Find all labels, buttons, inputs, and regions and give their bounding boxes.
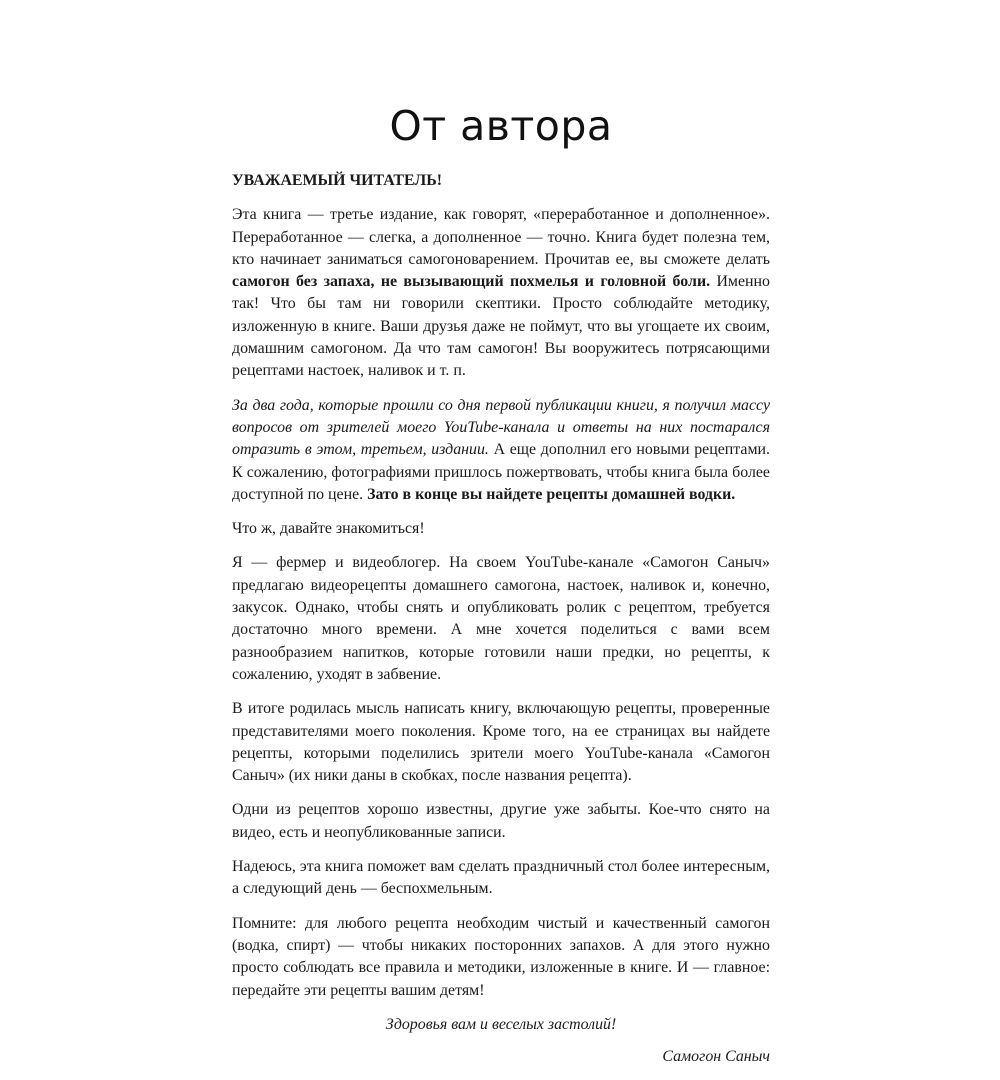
paragraph-7: Надеюсь, эта книга поможет вам сделать праздничный стол более интересным, а следующий день — беспохмельным. (232, 858, 770, 898)
paragraph-2 (232, 395, 770, 506)
paragraph-4: Я — фермер и видеоблогер. На своем YouTube-канале «Самогон Саныч» предлагаю видеорецепты домашнего самогона, настоек, наливок и, конечно, закусок. Однако, чтобы снять и опубликовать ролик с рецептом, требуется достаточно много времени. А мне хочется поделиться с вами всем разнообразием напитков, которые готовили наши предки, но рецепты, к сожалению, уходят в забвение. (232, 554, 770, 683)
paragraph-2-bold: Зато в конце вы найдете рецепты домашней водки. (367, 485, 736, 503)
page-title: От автора (389, 102, 613, 150)
paragraph-8: Помните: для любого рецепта необходим чистый и качественный самогон (водка, спирт) — чтобы никаких посторонних запахов. А для этого нужно просто соблюдать все правила и методики, изложенные в книге. И — главное: передайте эти рецепты вашим детям! (232, 914, 770, 999)
paragraph-1 (232, 204, 770, 382)
signature: Самогон Саныч (662, 1048, 770, 1066)
greeting: УВАЖАЕМЫЙ ЧИТАТЕЛЬ! (232, 172, 442, 189)
paragraph-1-bold: самогон без запаха, не вызывающий похмелья и головной боли. (232, 273, 711, 291)
paragraph-1-text: Эта книга — третье издание, как говорят, «переработанное и дополненное». Переработанное — слегка, а дополненное — точно. Книга будет полезна тем, кто начинает заниматься самогоноварением. Прочитав ее, вы сможете делать (232, 206, 770, 268)
paragraph-3: Что ж, давайте знакомиться! (232, 520, 425, 538)
paragraph-6: Одни из рецептов хорошо известны, другие уже забыты. Кое-что снято на видео, есть и неопубликованные записи. (232, 801, 770, 841)
body-text (232, 170, 770, 1080)
closing-wish: Здоровья вам и веселых застолий! (385, 1015, 617, 1033)
paragraph-5: В итоге родилась мысль написать книгу, включающую рецепты, проверенные представителями моего поколения. Кроме того, на ее страницах вы найдете рецепты, которыми поделились зрители моего YouTube-канала «Самогон Саныч» (их ники даны в скобках, после названия рецепта). (232, 700, 770, 785)
paragraph-2-text: А еще дополнил его новыми рецептами. К сожалению, фотографиями пришлось пожертвовать, чтобы книга была более доступной по цене. (232, 441, 770, 503)
paragraph-2-italic: За два года, которые прошли со дня первой публикации книги, я получил массу вопросов от зрителей моего YouTube-канала и ответы на них постарался отразить в этом, третьем, издании. (232, 396, 770, 459)
paragraph-1-text-end: Именно так! Что бы там ни говорили скептики. Просто соблюдайте методику, изложенную в книге. Ваши друзья даже не поймут, что вы угощаете их своим, домашним самогоном. Да что там самогон! Вы вооружитесь потрясающими рецептами настоек, наливок и т. п. (232, 273, 770, 380)
